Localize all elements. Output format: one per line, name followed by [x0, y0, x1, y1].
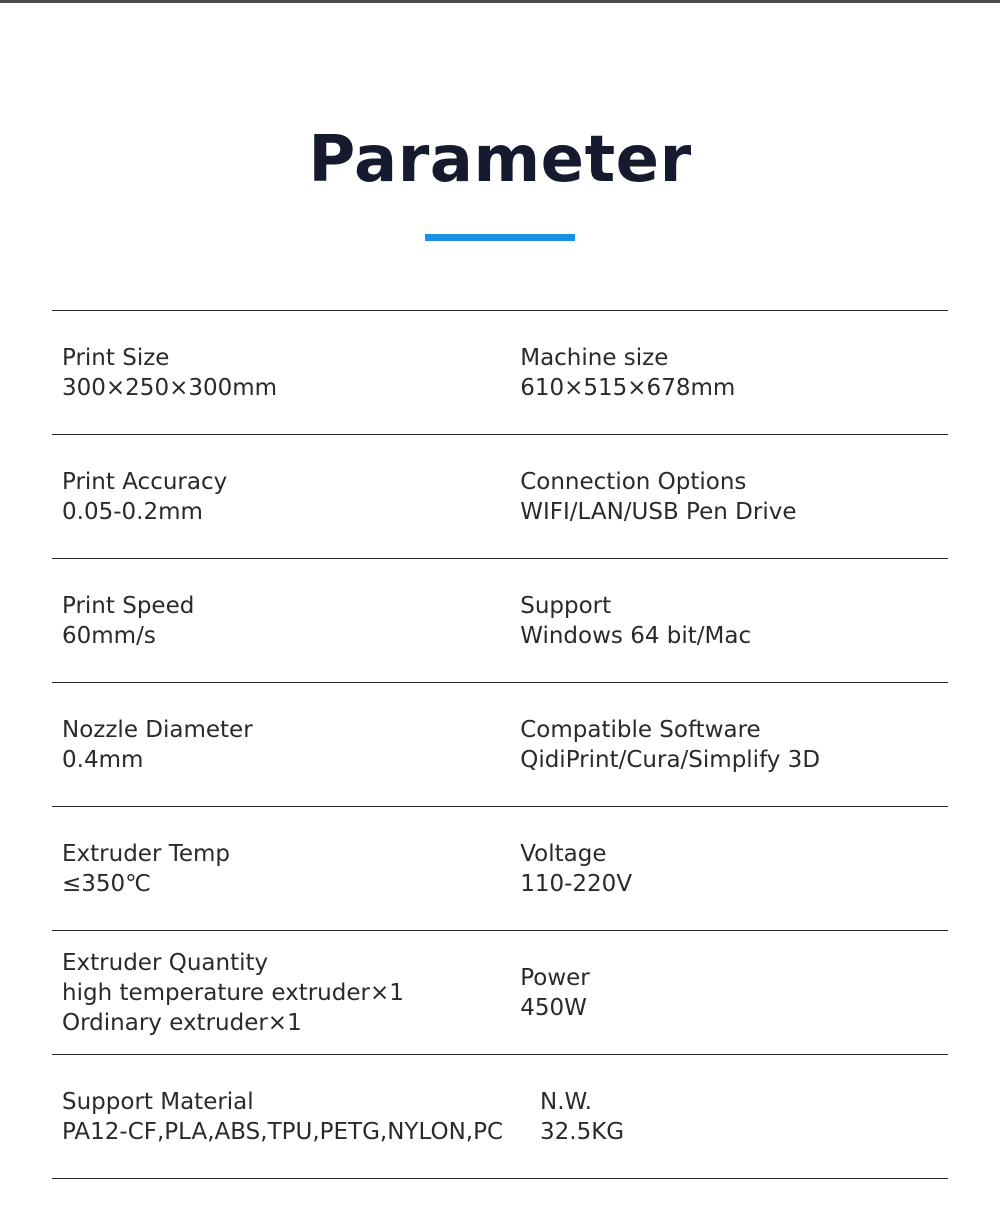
- spec-label: Power: [520, 964, 590, 991]
- spec-value: 300×250×300mm: [62, 374, 278, 401]
- spec-row: [52, 682, 948, 806]
- spec-cell-support-material: [52, 1087, 504, 1147]
- spec-value: QidiPrint/Cura/Simplify 3D: [520, 746, 821, 773]
- spec-cell-print-speed: [52, 591, 480, 651]
- spec-value: 110-220V: [520, 870, 633, 897]
- spec-label: Compatible Software: [520, 716, 761, 743]
- spec-value: 32.5KG: [540, 1118, 625, 1145]
- spec-cell-support: [520, 591, 948, 651]
- spec-value: PA12-CF,PLA,ABS,TPU,PETG,NYLON,PC: [62, 1118, 504, 1145]
- spec-value: ≤350℃: [62, 870, 152, 897]
- spec-cell-print-accuracy: [52, 467, 480, 527]
- spec-cell-print-size: [52, 343, 480, 403]
- spec-label: Print Size: [62, 344, 170, 371]
- spec-cell-connection-options: [520, 467, 948, 527]
- spec-label: Connection Options: [520, 468, 747, 495]
- spec-value: 0.4mm: [62, 746, 144, 773]
- spec-label: Machine size: [520, 344, 669, 371]
- spec-cell-extruder-quantity: [52, 948, 480, 1038]
- spec-cell-machine-size: [520, 343, 948, 403]
- spec-table: [52, 310, 948, 1179]
- spec-value: 0.05-0.2mm: [62, 498, 203, 525]
- spec-cell-net-weight: [540, 1087, 948, 1147]
- spec-cell-nozzle-diameter: [52, 715, 480, 775]
- spec-value: 60mm/s: [62, 622, 156, 649]
- spec-row: [52, 806, 948, 930]
- spec-value: WIFI/LAN/USB Pen Drive: [520, 498, 797, 525]
- spec-label: Voltage: [520, 840, 607, 867]
- spec-label: Extruder Quantity: [62, 949, 269, 976]
- spec-cell-voltage: [520, 839, 948, 899]
- spec-value: Windows 64 bit/Mac: [520, 622, 752, 649]
- spec-cell-compatible-software: [520, 715, 948, 775]
- spec-value: high temperature extruder×1: [62, 979, 404, 1006]
- spec-label: Extruder Temp: [62, 840, 231, 867]
- spec-label: Support Material: [62, 1088, 254, 1115]
- spec-label: Support: [520, 592, 612, 619]
- spec-label: Print Accuracy: [62, 468, 228, 495]
- top-border: [0, 0, 1000, 3]
- spec-row: [52, 434, 948, 558]
- page-title: Parameter: [308, 123, 692, 197]
- spec-label: N.W.: [540, 1088, 592, 1115]
- spec-row: [52, 310, 948, 434]
- spec-value: 450W: [520, 994, 587, 1021]
- spec-value: 610×515×678mm: [520, 374, 736, 401]
- spec-row: [52, 1054, 948, 1179]
- spec-value: Ordinary extruder×1: [62, 1009, 302, 1036]
- spec-cell-extruder-temp: [52, 839, 480, 899]
- spec-row: [52, 558, 948, 682]
- spec-row: [52, 930, 948, 1054]
- spec-label: Print Speed: [62, 592, 195, 619]
- spec-label: Nozzle Diameter: [62, 716, 253, 743]
- spec-cell-power: [520, 963, 948, 1023]
- title-underline: [425, 234, 575, 241]
